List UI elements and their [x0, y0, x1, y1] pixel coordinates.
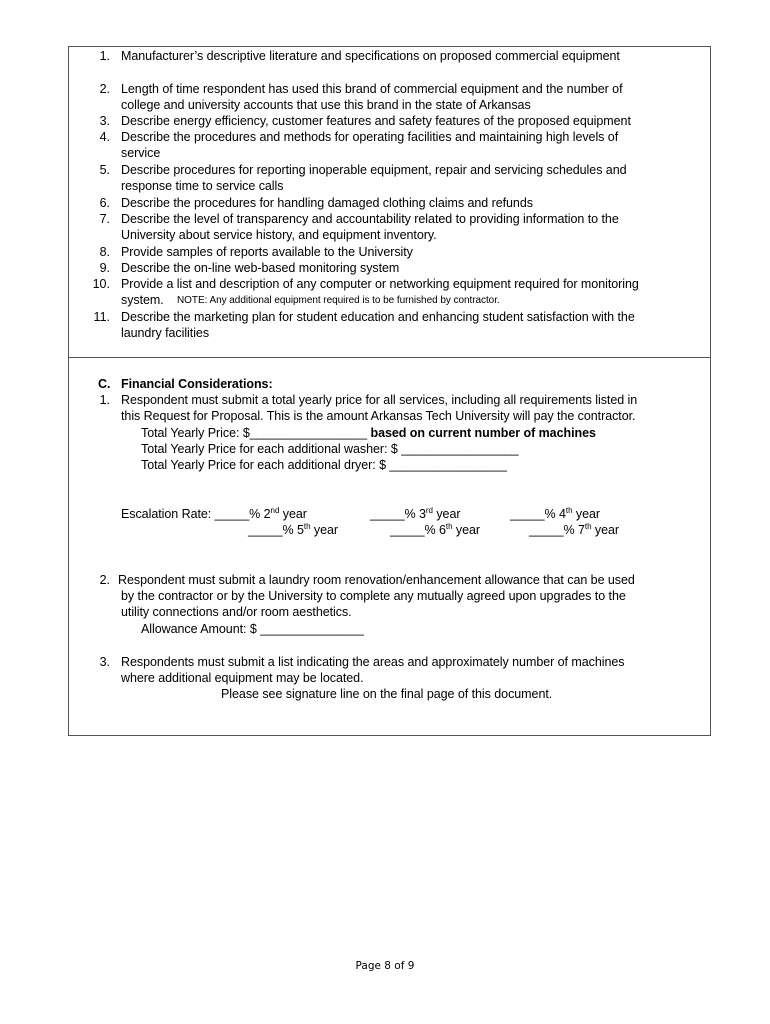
allowance-amount: Allowance Amount: $ _______________ — [141, 622, 364, 636]
fin-item-1-line-2: this Request for Proposal. This is the amount Arkansas Tech University will pay the contractor. — [121, 409, 636, 423]
signature-note: Please see signature line on the final page of this document. — [221, 687, 553, 701]
requirement-text: Provide samples of reports available to the University — [121, 245, 413, 259]
fin-item-3-line-1: Respondents must submit a list indicating the areas and approximately number of machines — [121, 655, 625, 669]
washer-price: Total Yearly Price for each additional washer: $ _________________ — [141, 442, 519, 456]
escalation-3rd: _____% 3rd year — [370, 505, 461, 521]
requirement-text: Provide a list and description of any computer or networking equipment required for monitoring — [121, 277, 639, 291]
section-c-label: C. — [98, 377, 111, 391]
fin-item-2-line-1: Respondent must submit a laundry room renovation/enhancement allowance that can be used — [118, 573, 635, 587]
requirement-text: laundry facilities — [121, 326, 210, 340]
requirement-text: Length of time respondent has used this brand of commercial equipment and the number of — [121, 82, 623, 96]
requirement-text: Describe the level of transparency and accountability related to providing information to the — [121, 212, 619, 226]
requirement-number: 5. — [99, 163, 110, 177]
requirement-text: college and university accounts that use this brand in the state of Arkansas — [121, 98, 531, 112]
fin-item-3-line-2: where additional equipment may be located. — [121, 671, 364, 685]
requirement-text: Describe the procedures and methods for operating facilities and maintaining high levels of — [121, 130, 619, 144]
fin-item-2-num: 2. — [99, 573, 110, 587]
dryer-price: Total Yearly Price for each additional dryer: $ _________________ — [141, 458, 507, 472]
financial-heading: Financial Considerations: — [121, 377, 273, 391]
requirement-text: system. — [121, 293, 164, 307]
total-price-basis: based on current number of machines — [370, 426, 596, 440]
requirement-text: University about service history, and equipment inventory. — [121, 228, 437, 242]
escalation-6th: _____% 6th year — [390, 521, 481, 537]
requirement-number: 8. — [99, 245, 110, 259]
fin-item-3-num: 3. — [99, 655, 110, 669]
escalation-2nd: Escalation Rate: _____% 2nd year — [121, 505, 307, 521]
equipment-note: NOTE: Any additional equipment required is to be furnished by contractor. — [177, 295, 500, 306]
requirement-number: 3. — [99, 114, 110, 128]
requirement-text: service — [121, 146, 161, 160]
escalation-5th: _____% 5th year — [248, 521, 339, 537]
requirement-text: response time to service calls — [121, 179, 284, 193]
requirement-number: 9. — [99, 261, 110, 275]
page-footer: Page 8 of 9 — [355, 960, 415, 972]
fin-item-1-num: 1. — [99, 393, 110, 407]
requirement-text: Manufacturer’s descriptive literature and specifications on proposed commercial equipment — [121, 49, 620, 63]
requirement-number: 1. — [99, 49, 110, 63]
requirement-number: 2. — [99, 82, 110, 96]
requirement-text: Describe the marketing plan for student education and enhancing student satisfaction with the — [121, 310, 635, 324]
total-yearly-price: Total Yearly Price: $_________________ based on current number of machines — [141, 426, 596, 440]
requirement-number: 11. — [93, 310, 110, 324]
requirement-number: 6. — [99, 196, 110, 210]
requirement-text: Describe energy efficiency, customer features and safety features of the proposed equipment — [121, 114, 631, 128]
requirement-number: 4. — [99, 130, 110, 144]
requirement-text: Describe procedures for reporting inoperable equipment, repair and servicing schedules and — [121, 163, 627, 177]
fin-item-2-line-3: utility connections and/or room aesthetics. — [121, 605, 352, 619]
requirement-number: 10. — [92, 277, 110, 291]
escalation-7th: _____% 7th year — [529, 521, 620, 537]
fin-item-1-line-1: Respondent must submit a total yearly price for all services, including all requirements listed in — [121, 393, 638, 407]
requirement-number: 7. — [99, 212, 110, 226]
fin-item-2-line-2: by the contractor or by the University to complete any mutually agreed upon upgrades to the — [121, 589, 626, 603]
requirement-text: Describe the on-line web-based monitoring system — [121, 261, 400, 275]
escalation-4th: _____% 4th year — [510, 505, 601, 521]
requirement-text: Describe the procedures for handling damaged clothing claims and refunds — [121, 196, 533, 210]
